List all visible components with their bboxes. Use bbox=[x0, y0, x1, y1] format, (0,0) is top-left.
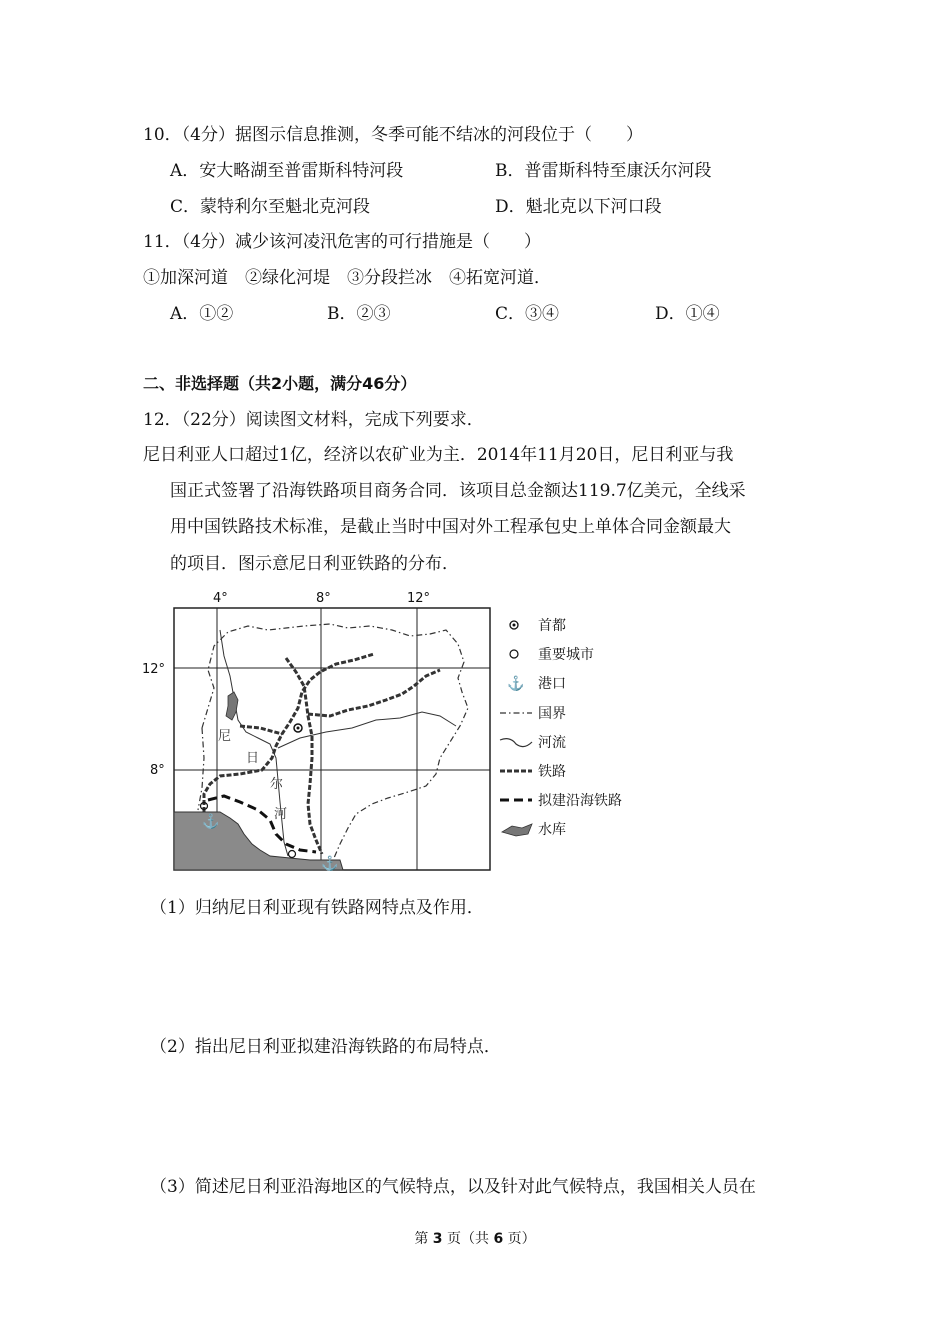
legend-reservoir-icon bbox=[502, 824, 532, 836]
nigeria-railway-map bbox=[140, 588, 660, 873]
legend-city: 重要城市 bbox=[538, 647, 594, 663]
q11-option-d[interactable]: D．①④ bbox=[655, 304, 720, 324]
q10-option-c[interactable]: C．蒙特利尔至魁北克河段 bbox=[170, 197, 371, 217]
city-marker-port-harcourt bbox=[289, 851, 296, 858]
national-border bbox=[202, 624, 468, 858]
legend-railway: 铁路 bbox=[538, 764, 566, 780]
footer-mid: 页（共 bbox=[447, 1231, 489, 1247]
legend-port: 港口 bbox=[538, 676, 566, 692]
legend-border: 国界 bbox=[538, 706, 566, 722]
port-icon-lagos: ⚓ bbox=[202, 814, 220, 830]
footer-page-number: 3 bbox=[432, 1231, 443, 1247]
footer-suffix: 页） bbox=[507, 1231, 536, 1247]
q11-stem: 11．（4分）减少该河凌汛危害的可行措施是（ ） bbox=[143, 232, 541, 252]
legend-reservoir: 水库 bbox=[538, 822, 566, 838]
q12-para-line-4: 的项目．图示意尼日利亚铁路的分布． bbox=[170, 554, 459, 574]
map-label-ni: 尼 bbox=[218, 729, 232, 744]
q12-stem: 12．（22分）阅读图文材料，完成下列要求． bbox=[143, 410, 484, 430]
lat-tick-8: 8° bbox=[150, 763, 165, 778]
q10-option-a[interactable]: A．安大略湖至普雷斯科特河段 bbox=[170, 161, 404, 181]
lat-tick-12: 12° bbox=[142, 662, 166, 677]
map-legend bbox=[500, 618, 622, 838]
legend-proposed: 拟建沿海铁路 bbox=[538, 793, 622, 809]
q12-sub3: （3）简述尼日利亚沿海地区的气候特点，以及针对此气候特点，我国相关人员在 bbox=[150, 1177, 756, 1197]
railway-branch-line bbox=[240, 726, 282, 734]
q11-option-a[interactable]: A．①② bbox=[170, 304, 234, 324]
q12-para-line-2: 国正式签署了沿海铁路项目商务合同．该项目总金额达119.7亿美元，全线采 bbox=[170, 481, 746, 501]
benue-river bbox=[278, 712, 456, 748]
q10-option-b[interactable]: B．普雷斯科特至康沃尔河段 bbox=[495, 161, 712, 181]
legend-city-icon bbox=[510, 650, 518, 658]
map-label-ri: 日 bbox=[246, 751, 260, 766]
map-label-er: 尔 bbox=[270, 777, 284, 792]
q11-measures: ①加深河道 ②绿化河堤 ③分段拦冰 ④拓宽河道． bbox=[143, 268, 551, 288]
legend-capital: 首都 bbox=[538, 618, 566, 634]
section2-title: 二、非选择题（共2小题，满分46分） bbox=[143, 374, 417, 393]
q10-option-d[interactable]: D．魁北克以下河口段 bbox=[495, 197, 662, 217]
q12-para-line-3: 用中国铁路技术标准，是截止当时中国对外工程承包史上单体合同金额最大 bbox=[170, 517, 731, 537]
q12-sub2: （2）指出尼日利亚拟建沿海铁路的布局特点． bbox=[150, 1037, 501, 1057]
footer-prefix: 第 bbox=[414, 1231, 429, 1247]
lon-tick-4: 4° bbox=[213, 591, 228, 606]
legend-river: 河流 bbox=[538, 735, 566, 751]
page-footer bbox=[0, 1228, 950, 1248]
kainji-reservoir bbox=[226, 692, 238, 720]
footer-total-pages: 6 bbox=[493, 1231, 504, 1247]
legend-river-icon bbox=[500, 739, 532, 747]
railway-northeast-line bbox=[308, 670, 440, 716]
q12-para-line-1: 尼日利亚人口超过1亿，经济以农矿业为主．2014年11月20日，尼日利亚与我 bbox=[143, 445, 734, 465]
lon-tick-12: 12° bbox=[407, 591, 431, 606]
q10-stem: 10．（4分）据图示信息推测，冬季可能不结冰的河段位于（ ） bbox=[143, 125, 643, 145]
q11-option-c[interactable]: C．③④ bbox=[495, 304, 560, 324]
legend-port-icon: ⚓ bbox=[507, 676, 525, 692]
port-icon-calabar: ⚓ bbox=[321, 856, 339, 872]
lon-tick-8: 8° bbox=[316, 591, 331, 606]
railway-network bbox=[204, 654, 440, 854]
map-label-he: 河 bbox=[274, 807, 288, 822]
capital-dot bbox=[297, 727, 300, 730]
q11-option-b[interactable]: B．②③ bbox=[327, 304, 391, 324]
q12-sub1: （1）归纳尼日利亚现有铁路网特点及作用． bbox=[150, 898, 484, 918]
